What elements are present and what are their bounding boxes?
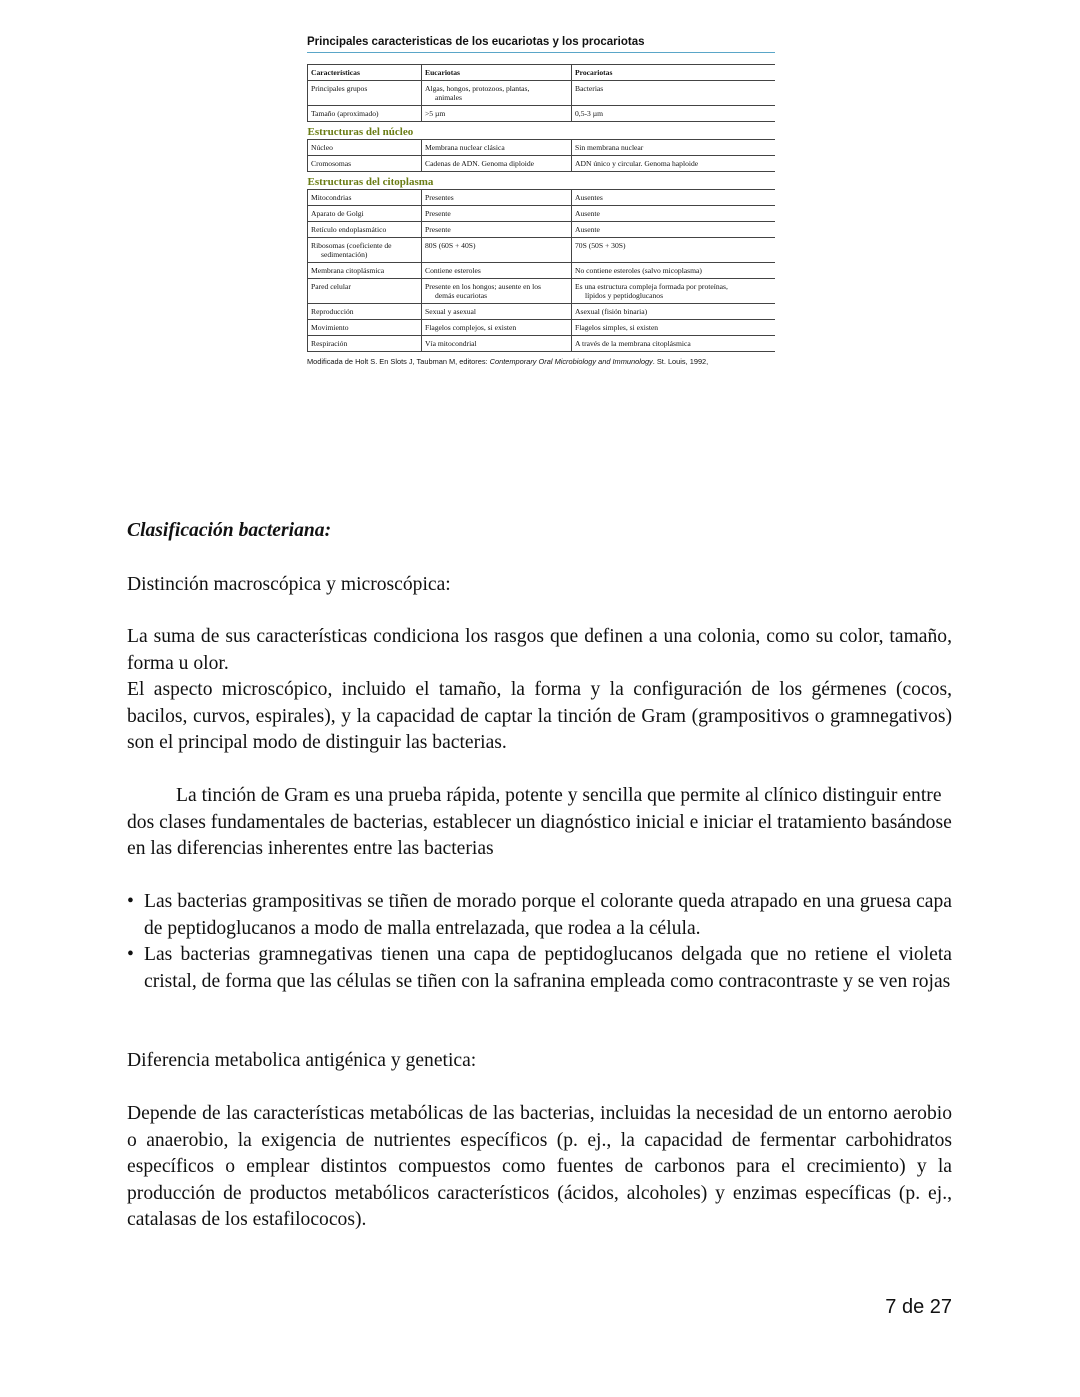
table-cell: Vía mitocondrial: [422, 336, 572, 352]
figure-citation: [307, 357, 775, 366]
table-row: [308, 304, 776, 320]
table-cell: Flagelos simples, si existen: [572, 320, 776, 336]
table-cell: 0,5-3 µm: [572, 106, 776, 122]
table-cell: Pared celular: [308, 279, 422, 304]
table-cell: Contiene esteroles: [422, 263, 572, 279]
table-cell: Tamaño (aproximado): [308, 106, 422, 122]
table-cell: Cadenas de ADN. Genoma diploide: [422, 156, 572, 172]
paragraph: La tinción de Gram es una prueba rápida, potente y sencilla que permite al clínico distinguir entre dos clases fundamentales de bacterias, establecer un diagnóstico inicial e iniciar el tratamiento basándose en las diferencias inherentes entre las bacterias: [127, 785, 952, 859]
table-cell: Membrana citoplásmica: [308, 263, 422, 279]
citation-text: Modificada de Holt S. En Slots J, Taubman M, editores:: [307, 357, 490, 366]
table-row: [308, 336, 776, 352]
table-cell: Ausentes: [572, 190, 776, 206]
table-cell: Membrana nuclear clásica: [422, 140, 572, 156]
table-cell: Ribosomas (coeficiente de sedimentación): [308, 238, 422, 263]
table-header-row: [308, 65, 776, 81]
paragraph: La suma de sus características condiciona los rasgos que definen a una colonia, como su color, tamaño, forma u olor.: [127, 626, 952, 674]
table-cell: 70S (50S + 30S): [572, 238, 776, 263]
table-cell: Es una estructura compleja formada por proteínas, lípidos y peptidoglucanos: [572, 279, 776, 304]
comparison-table: [307, 64, 775, 352]
table-cell: A través de la membrana citoplásmica: [572, 336, 776, 352]
table-cell: Presente en los hongos; ausente en los demás eucariotas: [422, 279, 572, 304]
table-cell: Asexual (fisión binaria): [572, 304, 776, 320]
table-row: [308, 106, 776, 122]
table-cell: No contiene esteroles (salvo micoplasma): [572, 263, 776, 279]
table-cell: Sin membrana nuclear: [572, 140, 776, 156]
table-cell: Principales grupos: [308, 81, 422, 106]
paragraph: Depende de las características metabólicas de las bacterias, incluidas la necesidad de un entorno aerobio o anaerobio, la exigencia de nutrientes específicos (p. ej., la capacidad de fermentar carbohidratos específicos o emplear distintos compuestos como fuentes de carbonos para el crecimiento) y la producción de productos metabólicos característicos (ácidos, alcoholes) y enzimas específicas (p. ej., catalasas de los estafilococos).: [127, 1103, 952, 1230]
table-cell: Presentes: [422, 190, 572, 206]
table-row: [308, 206, 776, 222]
subheading: Diferencia metabolica antigénica y genetica:: [127, 1050, 477, 1071]
header-cell: Procariotas: [572, 65, 776, 81]
citation-text: . St. Louis, 1992,: [652, 357, 709, 366]
table-cell: Reproducción: [308, 304, 422, 320]
table-cell: Presente: [422, 222, 572, 238]
table-row: [308, 320, 776, 336]
table-cell: ADN único y circular. Genoma haploide: [572, 156, 776, 172]
table-cell: >5 µm: [422, 106, 572, 122]
bullet-item: • Las bacterias grampositivas se tiñen de morado porque el colorante queda atrapado en una gruesa capa de peptidoglucanos a modo de malla entrelazada, que rodea a la célula.: [127, 889, 952, 942]
table-section-row: [308, 122, 776, 140]
table-row: [308, 238, 776, 263]
table-cell: Ausente: [572, 206, 776, 222]
table-row: [308, 156, 776, 172]
table-row: [308, 190, 776, 206]
table-cell: Ausente: [572, 222, 776, 238]
comparison-figure: [307, 36, 775, 366]
bullet-list: [127, 889, 952, 995]
table-cell: Sexual y asexual: [422, 304, 572, 320]
table-cell: 80S (60S + 40S): [422, 238, 572, 263]
table-row: [308, 140, 776, 156]
table-cell: Mitocondrias: [308, 190, 422, 206]
table-section-row: [308, 172, 776, 190]
section-title: Estructuras del citoplasma: [308, 172, 776, 190]
section-heading: Clasificación bacteriana:: [127, 520, 332, 541]
table-cell: Aparato de Golgi: [308, 206, 422, 222]
table-cell: Respiración: [308, 336, 422, 352]
table-cell: Cromosomas: [308, 156, 422, 172]
header-cell: Características: [308, 65, 422, 81]
table-row: [308, 279, 776, 304]
page-number: 7 de 27: [885, 1296, 952, 1318]
bullet-item: • Las bacterias gramnegativas tienen una capa de peptidoglucanos delgada que no retiene el violeta cristal, de forma que las células se tiñen con la safranina empleada como contracontraste y se ven rojas: [127, 942, 952, 995]
table-cell: Algas, hongos, protozoos, plantas, animales: [422, 81, 572, 106]
table-cell: Movimiento: [308, 320, 422, 336]
subheading: Distinción macroscópica y microscópica:: [127, 574, 451, 595]
table-cell: Presente: [422, 206, 572, 222]
figure-title: Principales caracteristicas de los eucariotas y los procariotas: [307, 36, 775, 53]
table-row: [308, 263, 776, 279]
table-cell: Núcleo: [308, 140, 422, 156]
section-title: Estructuras del núcleo: [308, 122, 776, 140]
table-cell: Retículo endoplasmático: [308, 222, 422, 238]
table-row: [308, 222, 776, 238]
table-row: [308, 81, 776, 106]
table-cell: Bacterias: [572, 81, 776, 106]
table-cell: Flagelos complejos, si existen: [422, 320, 572, 336]
paragraph: El aspecto microscópico, incluido el tamaño, la forma y la configuración de los gérmenes (cocos, bacilos, curvos, espirales), y la capacidad de captar la tinción de Gram (grampositivos o gramnegativos) son el principal modo de distinguir las bacterias.: [127, 679, 952, 753]
citation-title: Contemporary Oral Microbiology and Immunology: [489, 357, 653, 366]
header-cell: Eucariotas: [422, 65, 572, 81]
